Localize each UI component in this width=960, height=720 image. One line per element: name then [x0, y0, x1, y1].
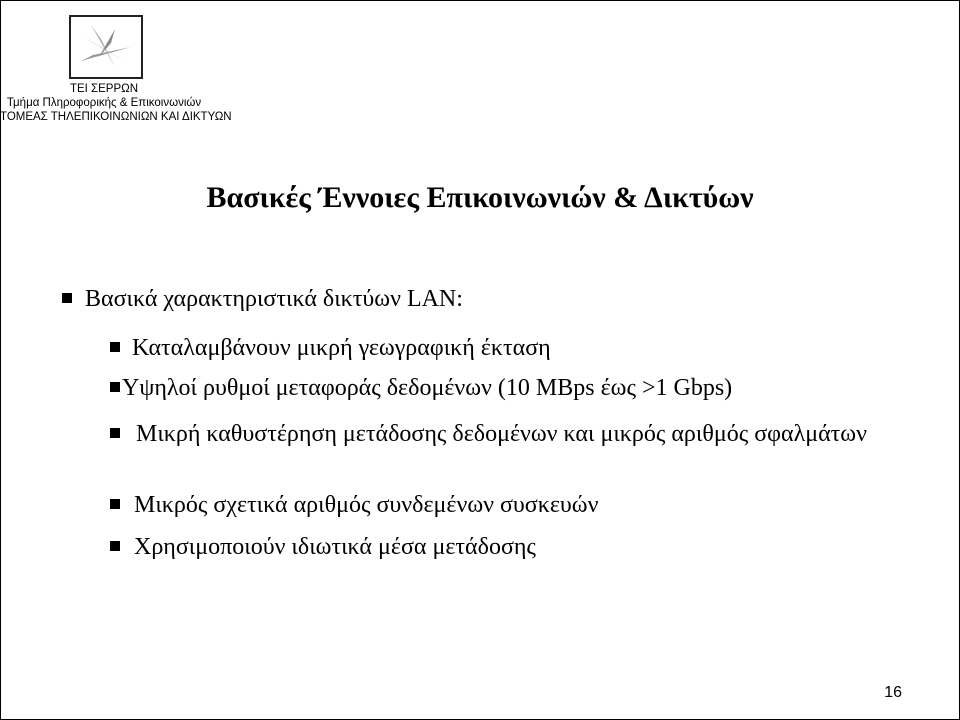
- bullet-text: Καταλαμβάνουν μικρή γεωγραφική έκταση: [132, 335, 551, 361]
- org-name: ΤΕΙ ΣΕΡΡΩΝ: [69, 83, 139, 95]
- org-department: Τμήμα Πληροφορικής & Επικοινωνιών: [6, 97, 202, 109]
- square-bullet-icon: [62, 293, 72, 303]
- institution-logo: [69, 15, 143, 79]
- bullet-few-devices: [110, 490, 598, 520]
- institution-logo-icon: [71, 17, 141, 77]
- square-bullet-icon: [110, 541, 120, 551]
- organization-header: [0, 82, 232, 124]
- page-number: 16: [884, 684, 902, 701]
- square-bullet-icon: [110, 499, 120, 509]
- org-sector: ΤΟΜΕΑΣ ΤΗΛΕΠΙΚΟΙΝΩΝΙΩΝ ΚΑΙ ΔΙΚΤΥΩΝ: [0, 111, 232, 123]
- bullet-high-rates: [110, 373, 732, 403]
- bullet-small-area: [110, 333, 551, 363]
- bullet-text: Υψηλοί ρυθμοί μεταφοράς δεδομένων (10 MBps έως >1 Gbps): [122, 375, 733, 401]
- bullet-text: Βασικά χαρακτηριστικά δικτύων LAN:: [85, 286, 463, 312]
- bullet-lan-characteristics: [62, 284, 463, 314]
- square-bullet-icon: [110, 428, 120, 438]
- bullet-text: Μικρός σχετικά αριθμός συνδεμένων συσκευών: [134, 492, 599, 518]
- square-bullet-icon: [110, 382, 120, 392]
- bullet-text: Μικρή καθυστέρηση μετάδοσης δεδομένων και μικρός αριθμός σφαλμάτων: [136, 421, 867, 447]
- bullet-private-media: [110, 532, 536, 562]
- bullet-low-delay: [110, 418, 930, 450]
- square-bullet-icon: [110, 342, 120, 352]
- slide-title: Βασικές Έννοιες Επικοινωνιών & Δικτύων: [206, 181, 754, 214]
- bullet-text: Χρησιμοποιούν ιδιωτικά μέσα μετάδοσης: [134, 534, 536, 560]
